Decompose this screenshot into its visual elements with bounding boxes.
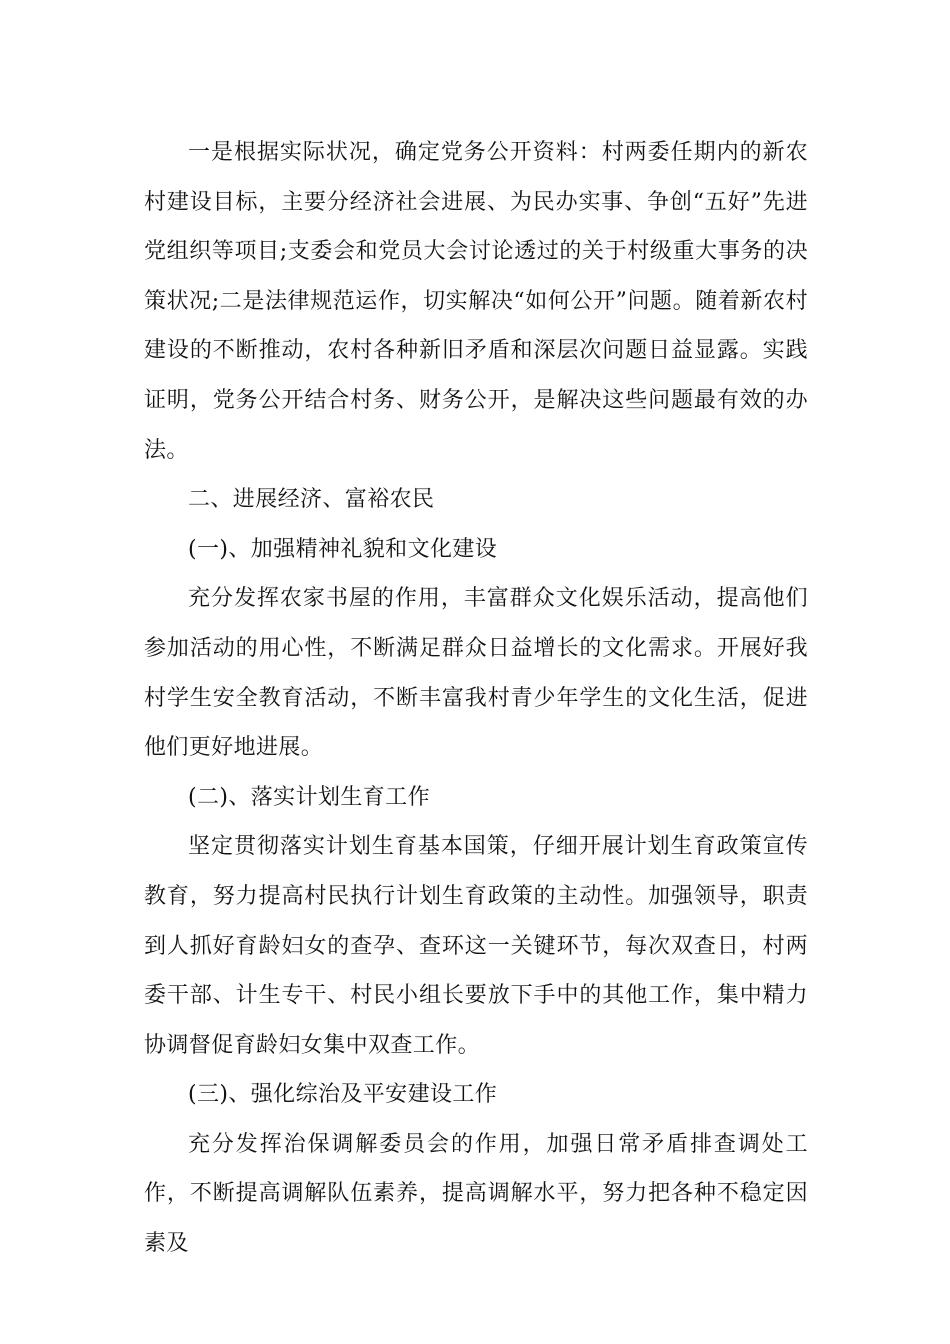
paragraph-culture: 充分发挥农家书屋的作用，丰富群众文化娱乐活动，提高他们参加活动的用心性，不断满足群众日益增长的文化需求。开展好我村学生安全教育活动，不断丰富我村青少年学生的文化生活，促进他们更好地进展。 [144,586,808,761]
subsection-heading-public-safety: (三)、强化综治及平安建设工作 [188,1082,498,1108]
section-heading-economy: 二、进展经济、富裕农民 [188,487,435,513]
paragraph-family-planning: 坚定贯彻落实计划生育基本国策，仔细开展计划生育政策宣传教育，努力提高村民执行计划生育政策的主动性。加强领导，职责到人抓好育龄妇女的查孕、查环这一关键环节，每次双查日，村两委干部、计生专干、村民小组长要放下手中的其他工作，集中精力协调督促育龄妇女集中双查工作。 [144,834,808,1058]
subsection-heading-family-planning: (二)、落实计划生育工作 [188,784,430,810]
document-body [144,128,808,1269]
paragraph-public-safety: 充分发挥治保调解委员会的作用，加强日常矛盾排查调处工作，不断提高调解队伍素养，提高调解水平，努力把各种不稳定因素及 [144,1131,808,1257]
subsection-heading-culture: (一)、加强精神礼貌和文化建设 [188,536,498,562]
paragraph-party-affairs: 一是根据实际状况，确定党务公开资料：村两委任期内的新农村建设目标，主要分经济社会进展、为民办实事、争创“五好”先进党组织等项目;支委会和党员大会讨论透过的关于村级重大事务的决策状况;二是法律规范运作，切实解决“如何公开”问题。随着新农村建设的不断推动，农村各种新旧矛盾和深层次问题日益显露。实践证明，党务公开结合村务、财务公开，是解决这些问题最有效的办法。 [144,140,808,463]
